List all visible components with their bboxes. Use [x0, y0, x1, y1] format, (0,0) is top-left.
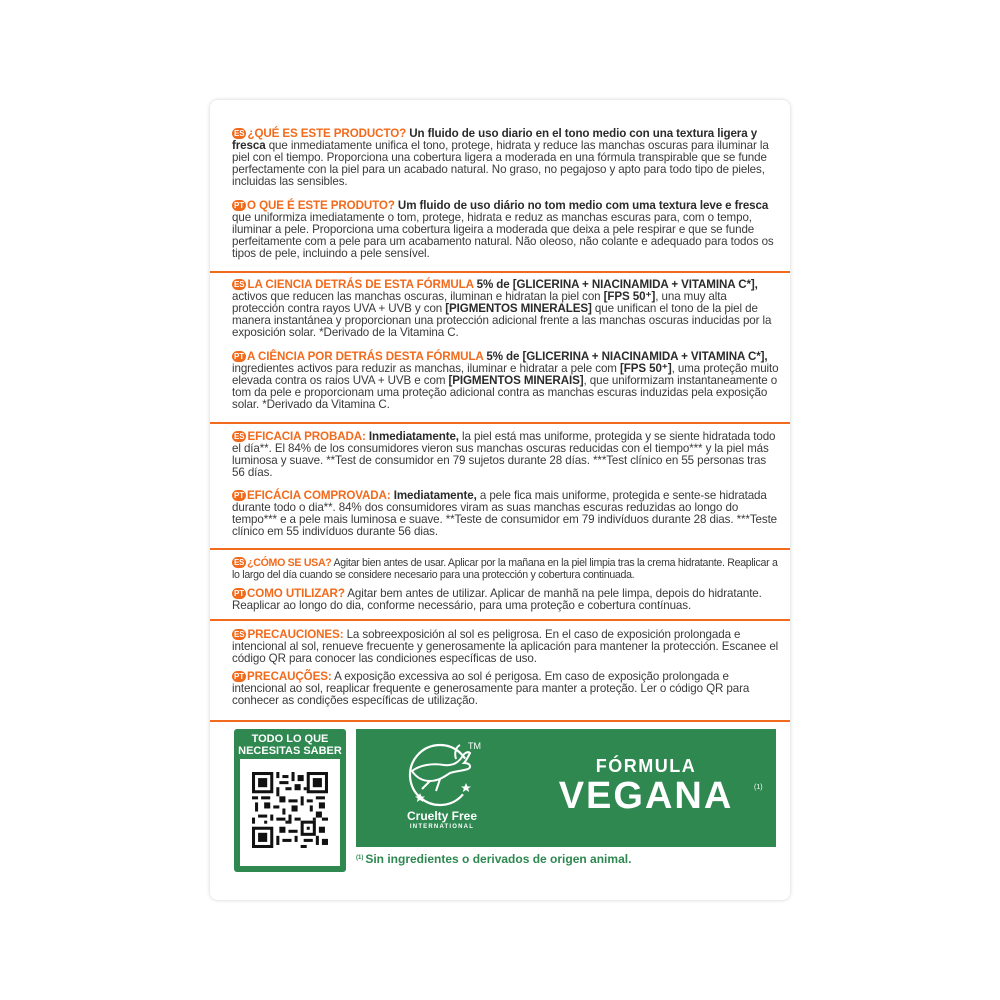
vegan-label: VEGANA: [558, 775, 734, 817]
es-badge: ES: [234, 432, 245, 441]
product-label: [210, 100, 790, 900]
pt-badge: PT: [234, 491, 245, 500]
qr-code-icon[interactable]: [252, 772, 328, 848]
lead-text: Um fluido de uso diário no tom medio com uma textura leve e fresca: [394, 199, 769, 212]
paragraph-pt: [232, 671, 780, 707]
lead-text: Inmediatamente,: [365, 430, 459, 443]
heading: A CIÊNCIA POR DETRÁS DESTA FÓRMULA: [247, 350, 484, 363]
formula-label: FÓRMULA: [595, 756, 697, 776]
paragraph-pt: [232, 588, 780, 612]
cruelty-free-name: Cruelty Free: [406, 809, 478, 823]
body-text: que uniformiza imediatamente o tom, protege, hidrata e reduz as manchas escuras para, com o tempo, iluminar a pele. Proporciona uma cobertura ligeira a moderada que deixa a pele respirar e que se funde perfeitamente com a pele para um acabamento natural. Não oleoso, não colante e adequado para todos os tipos de pele, incluindo a pele sensível.: [232, 210, 774, 260]
heading: PRECAUÇÕES:: [247, 670, 332, 683]
body-text: la piel está mas uniforme, protegida y se siente hidratada todo el día**. El 84% de los consumidores vieron sus manchas oscuras reducidas con el tiempo*** y la piel más luminosa y suave. **Test de consumidor en 79 sujetos durante 28 días. ***Test clínico en 55 personas tras 56 días.: [232, 430, 776, 479]
footnote-mark: (1): [356, 855, 364, 861]
divider: [210, 271, 790, 273]
ingredients-text: [GLICERINA + NIACINAMIDA + VITAMINA C*],: [512, 278, 758, 291]
vegan-footnote: [356, 852, 631, 866]
body-text: que inmediatamente unifica el tono, protege, hidrata y reduce las manchas oscuras para iluminar la piel con el tiempo. Proporciona una cobertura ligera a moderada en una fórmula transpirable que se funde perfectamente con la piel para un acabado natural. No graso, no pegajoso y apto para todo tipo de pieles, incluidas las sensibles.: [232, 138, 769, 188]
body-text: Agitar bem antes de utilizar. Aplicar de manhã na pele limpa, depois do hidratante. Reaplicar ao longo do dia, conforme necessário, para uma proteção e cobertura contínuas.: [232, 587, 762, 612]
paragraph-es: [232, 431, 780, 479]
heading: COMO UTILIZAR?: [247, 587, 345, 600]
body-text: a pele fica mais uniforme, protegida e sente-se hidratada durante todo o dia**. 84% dos consumidores viram as suas manchas escuras reduzidas ao longo do tempo*** e a pele mais luminosa e suave. **Teste de consumidor em 79 indivíduos durante 28 dias. ***Teste clínico em 55 indivíduos durante 56 dias.: [232, 489, 778, 538]
body-text: , que uniformizam instantaneamente o tom da pele e proporcionam uma proteção adicional contra as manchas escuras induzidas pela exposição solar. *Derivado da Vitamina C.: [232, 373, 778, 411]
body-text: , uma proteção muito elevada contra os raios UVA + UVB e com: [232, 361, 779, 387]
paragraph-es: [232, 629, 780, 665]
footnote-ref: (1): [754, 784, 763, 791]
heading: EFICÁCIA COMPROVADA:: [247, 489, 391, 502]
vegan-banner: [356, 729, 776, 847]
es-badge: ES: [234, 558, 245, 567]
paragraph-pt: [232, 351, 780, 411]
lead-text: Imediatamente,: [390, 489, 477, 502]
ingredients-text: [GLICERINA + NIACINAMIDA + VITAMINA C*],: [522, 350, 768, 363]
qr-panel: [234, 729, 346, 872]
lead-text: Un fluido de uso diario en el tono medio con una textura ligera y fresca: [232, 127, 758, 152]
trademark-mark: TM: [468, 741, 481, 751]
cruelty-free-sub: INTERNATIONAL: [409, 824, 475, 830]
pigments-text: [PIGMENTOS MINERAIS]: [448, 373, 584, 387]
paragraph-es: [232, 279, 780, 339]
percent-text: 5% de: [483, 350, 523, 363]
qr-code-area[interactable]: [240, 759, 340, 866]
heading: LA CIENCIA DETRÁS DE ESTA FÓRMULA: [247, 278, 474, 291]
spf-text: [FPS 50⁺]: [603, 289, 656, 303]
pt-badge: PT: [234, 589, 245, 598]
body-text: , una muy alta protección contra rayos UVA + UVB y con: [232, 289, 727, 315]
pigments-text: [PIGMENTOS MINERALES]: [445, 301, 592, 315]
footnote-text: Sin ingredientes o derivados de origen animal.: [365, 852, 632, 866]
body-text: que unifican el tono de la piel de manera instantánea y proporcionan una protección adicional frente a las manchas oscuras inducidas por la exposición solar. *Derivado de la Vitamina C.: [232, 301, 772, 339]
body-text: activos que reducen las manchas oscuras, iluminan e hidratan la piel con: [232, 289, 604, 303]
body-text: A exposição excessiva ao sol é perigosa. Em caso de exposição prolongada e intencional ao sol, reaplicar frequente e generosamente para manter a proteção. Ler o código QR para conhecer as condições específicas de utilização.: [232, 670, 750, 707]
body-text: La sobreexposición al sol es peligrosa. En el caso de exposición prolongada e intencional al sol, renueve frecuente y generosamente la aplicación para mantener la protección. Escanee el código QR para conocer las condiciones específicas de uso.: [232, 628, 779, 665]
pt-badge: PT: [234, 201, 245, 210]
divider: [210, 619, 790, 621]
pt-badge: PT: [234, 672, 245, 681]
divider: [210, 720, 790, 722]
paragraph-pt: [232, 200, 780, 260]
leaping-bunny-icon: [390, 741, 486, 809]
body-text: ingredientes activos para reduzir as manchas, iluminar e hidratar a pele com: [232, 361, 620, 375]
heading: ¿CÓMO SE USA?: [247, 557, 332, 569]
qr-title: TODO LO QUE NECESITAS SABER: [238, 733, 342, 757]
divider: [210, 422, 790, 424]
heading: EFICACIA PROBADA:: [247, 430, 366, 443]
es-badge: ES: [234, 630, 245, 639]
paragraph-es: [232, 557, 780, 582]
pt-badge: PT: [234, 352, 245, 361]
body-text: Agitar bien antes de usar. Aplicar por la mañana en la piel limpia tras la crema hidratante. Reaplicar a lo largo del día cuando se considere necesario para una protección y cobertura continuada.: [232, 557, 778, 581]
heading: O QUE É ESTE PRODUTO?: [247, 199, 395, 212]
paragraph-es: [232, 128, 780, 188]
spf-text: [FPS 50⁺]: [619, 361, 672, 375]
paragraph-pt: [232, 490, 780, 538]
percent-text: 5% de: [473, 278, 513, 291]
heading: PRECAUCIONES:: [247, 628, 344, 641]
es-badge: ES: [234, 129, 245, 138]
heading: ¿QUÉ ES ESTE PRODUCTO?: [247, 127, 407, 140]
es-badge: ES: [234, 280, 245, 289]
divider: [210, 548, 790, 550]
